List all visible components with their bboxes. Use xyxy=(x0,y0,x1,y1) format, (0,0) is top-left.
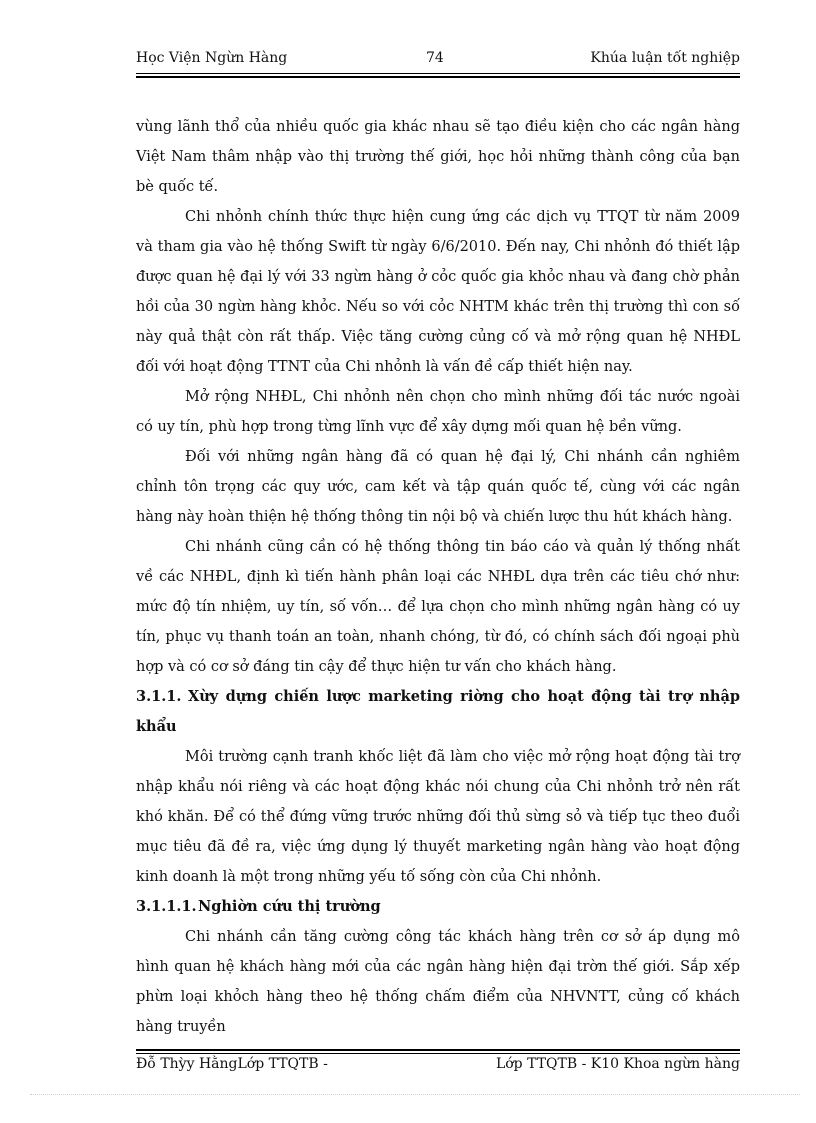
header-document-type: Khúa luận tốt nghiệp xyxy=(590,50,740,66)
header-rule xyxy=(136,73,740,78)
page-body xyxy=(136,112,740,1042)
paragraph-2: Chi nhỏnh chính thức thực hiện cung ứng các dịch vụ TTQT từ năm 2009 và tham gia vào hệ thống Swift từ ngày 6/6/2010. Đến nay, Chi nhỏnh đó thiết lập được quan hệ đại lý với 33 ngừn hàng ở cỏc quốc gia khỏc nhau và đang chờ phản hồi của 30 ngừn hàng khỏc. Nếu so với cỏc NHTM khác trên thị trường thì con số này quả thật còn rất thấp. Việc tăng cường củng cố và mở rộng quan hệ NHĐL đối với hoạt động TTNT của Chi nhỏnh là vấn đề cấp thiết hiện nay. xyxy=(136,209,740,375)
subsection-number: 3.1.1.1. xyxy=(136,898,197,915)
page-header xyxy=(136,50,740,72)
paragraph-1: vùng lãnh thổ của nhiều quốc gia khác nhau sẽ tạo điều kiện cho các ngân hàng Việt Nam thâm nhập vào thị trường thế giới, học hỏi những thành công của bạn bè quốc tế. xyxy=(136,119,740,195)
footer-class-info: Lớp TTQTB - K10 Khoa ngừn hàng xyxy=(495,1056,740,1072)
subsection-title: Nghiờn cứu thị trường xyxy=(198,898,381,915)
section-title: Xừy dựng chiến lược marketing riờng cho hoạt động tài trợ nhập khẩu xyxy=(136,688,740,735)
section-heading-3-1-1-1 xyxy=(136,892,740,922)
page-bottom-edge xyxy=(30,1094,800,1095)
page-number: 74 xyxy=(426,50,444,66)
paragraph-7: Chi nhánh cần tăng cường công tác khách hàng trên cơ sở áp dụng mô hình quan hệ khách hàng mới của các ngân hàng hiện đại trờn thế giới. Sắp xếp phừn loại khỏch hàng theo hệ thống chấm điểm của NHVNTT, củng cố khách hàng truyền xyxy=(136,929,740,1035)
footer-rule xyxy=(136,1049,740,1054)
paragraph-6: Môi trường cạnh tranh khốc liệt đã làm cho việc mở rộng hoạt động tài trợ nhập khẩu nói riêng và các hoạt động khác nói chung của Chi nhỏnh trở nên rất khó khăn. Để có thể đứng vững trước những đối thủ sừng sỏ và tiếp tục theo đuổi mục tiêu đã đề ra, việc ứng dụng lý thuyết marketing ngân hàng vào hoạt động kinh doanh là một trong những yếu tố sống còn của Chi nhỏnh. xyxy=(136,749,740,885)
section-heading-3-1-1 xyxy=(136,682,740,742)
paragraph-3: Mở rộng NHĐL, Chi nhỏnh nên chọn cho mình những đối tác nước ngoài có uy tín, phù hợp trong từng lĩnh vực để xây dựng mối quan hệ bền vững. xyxy=(136,389,740,435)
header-institution: Học Viện Ngừn Hàng xyxy=(136,50,288,66)
page-footer xyxy=(136,1056,740,1078)
paragraph-4: Đối với những ngân hàng đã có quan hệ đại lý, Chi nhánh cần nghiêm chỉnh tôn trọng các quy ước, cam kết và tập quán quốc tế, cùng với các ngân hàng này hoàn thiện hệ thống thông tin nội bộ và chiến lược thu hút khách hàng. xyxy=(136,449,740,525)
section-number: 3.1.1. xyxy=(136,688,182,705)
footer-author: Đỗ Thỳy HằngLớp TTQTB - xyxy=(136,1056,328,1072)
paragraph-5: Chi nhánh cũng cần có hệ thống thông tin báo cáo và quản lý thống nhất về các NHĐL, định kì tiến hành phân loại các NHĐL dựa trên các tiêu chớ như: mức độ tín nhiệm, uy tín, số vốn… để lựa chọn cho mình những ngân hàng có uy tín, phục vụ thanh toán an toàn, nhanh chóng, từ đó, có chính sách đối ngoại phù hợp và có cơ sở đáng tin cậy để thực hiện tư vấn cho khách hàng. xyxy=(136,539,740,675)
